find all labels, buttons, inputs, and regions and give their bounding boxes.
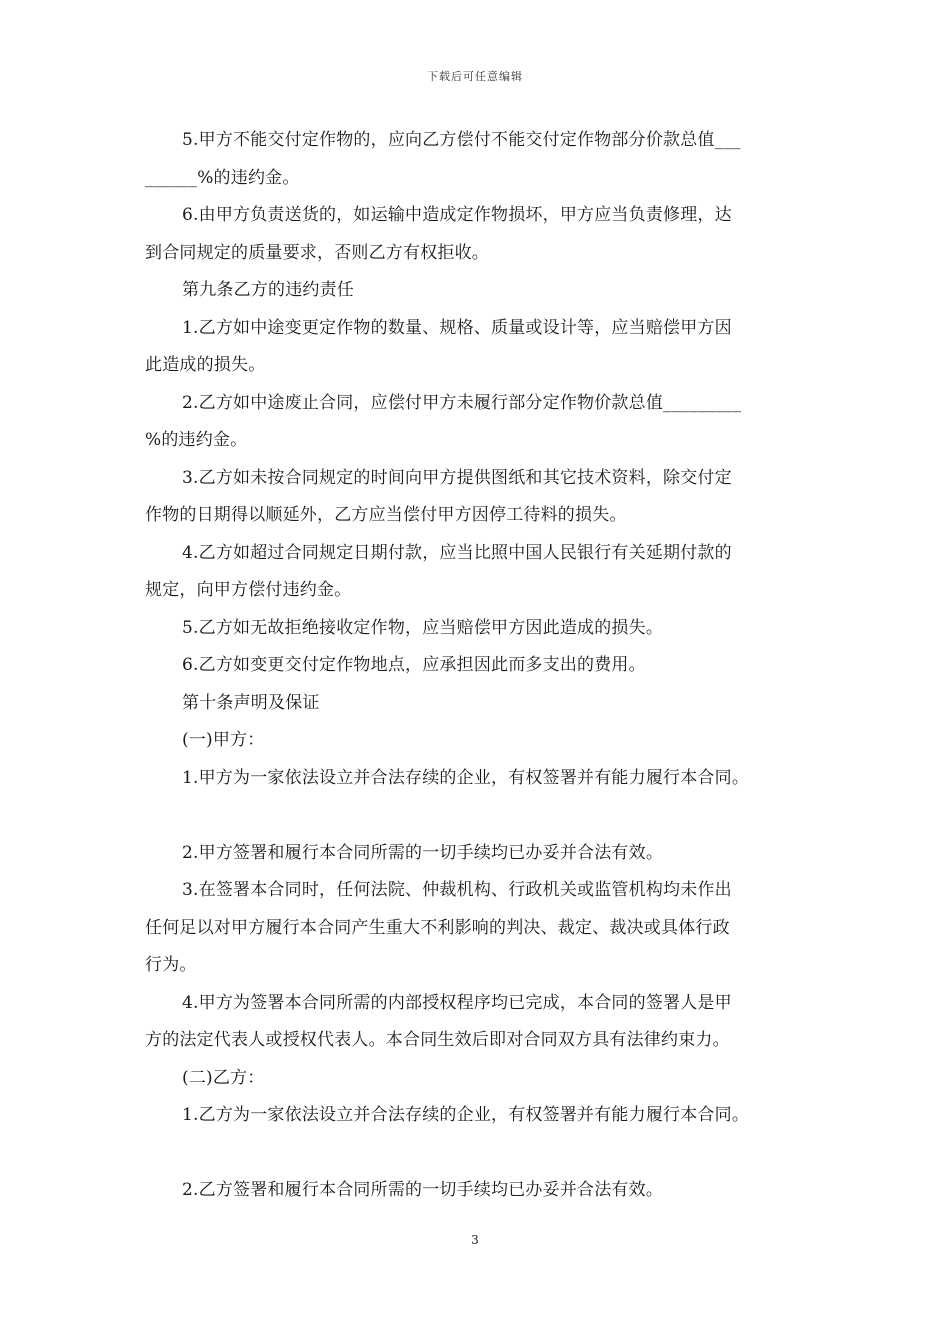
section-heading-article-10: 第十条声明及保证 bbox=[182, 692, 320, 713]
subheading-party-b: (二)乙方： bbox=[182, 1067, 265, 1088]
document-body bbox=[145, 122, 810, 1210]
section-heading-article-9: 第九条乙方的违约责任 bbox=[182, 280, 354, 300]
paragraph-party-b-abandon-contract: 2.乙方如中途废止合同，应偿付甲方未履行部分定作物价款总值_________ %的违约金。 bbox=[145, 392, 742, 450]
paragraph-party-a-procedures: 2.甲方签署和履行本合同所需的一切手续均已办妥并合法有效。 bbox=[182, 842, 664, 863]
paragraph-party-a-no-adverse-rulings: 3.在签署本合同时，任何法院、仲裁机构、行政机关或监管机构均未作出 任何足以对甲方履行本合同产生重大不利影响的判决、裁定、裁决或具体行政 行为。 bbox=[145, 880, 732, 975]
paragraph-party-b-refuse-receipt: 5.乙方如无故拒绝接收定作物，应当赔偿甲方因此造成的损失。 bbox=[182, 617, 664, 638]
subheading-party-a: (一)甲方： bbox=[182, 730, 265, 750]
paragraph-party-a-delivery-damage: 6.由甲方负责送货的，如运输中造成定作物损坏，甲方应当负责修理，达 到合同规定的质量要求，否则乙方有权拒收。 bbox=[145, 205, 732, 263]
paragraph-party-b-late-payment: 4.乙方如超过合同规定日期付款，应当比照中国人民银行有关延期付款的 规定，向甲方偿付违约金。 bbox=[145, 542, 732, 600]
page-number: 3 bbox=[471, 1233, 479, 1247]
paragraph-party-b-change-location: 6.乙方如变更交付定作物地点，应承担因此而多支出的费用。 bbox=[182, 655, 646, 675]
paragraph-party-a-authorization: 4.甲方为签署本合同所需的内部授权程序均已完成，本合同的签署人是甲 方的法定代表人或授权代表人。本合同生效后即对合同双方具有法律约束力。 bbox=[145, 992, 732, 1050]
paragraph-party-b-late-materials: 3.乙方如未按合同规定的时间向甲方提供图纸和其它技术资料，除交付定 作物的日期得以顺延外，乙方应当偿付甲方因停工待料的损失。 bbox=[145, 467, 732, 525]
paragraph-party-b-change-spec: 1.乙方如中途变更定作物的数量、规格、质量或设计等，应当赔偿甲方因 此造成的损失。 bbox=[145, 317, 732, 375]
paragraph-party-b-procedures: 2.乙方签署和履行本合同所需的一切手续均已办妥并合法有效。 bbox=[182, 1180, 664, 1200]
paragraph-party-b-legal-entity: 1.乙方为一家依法设立并合法存续的企业，有权签署并有能力履行本合同。 bbox=[182, 1105, 750, 1125]
paragraph-party-a-legal-entity: 1.甲方为一家依法设立并合法存续的企业，有权签署并有能力履行本合同。 bbox=[182, 767, 750, 788]
page-header: 下载后可任意编辑 bbox=[427, 70, 523, 83]
paragraph-party-a-fail-deliver: 5.甲方不能交付定作物的，应向乙方偿付不能交付定作物部分价款总值___ ______%的违约金。 bbox=[145, 130, 741, 188]
